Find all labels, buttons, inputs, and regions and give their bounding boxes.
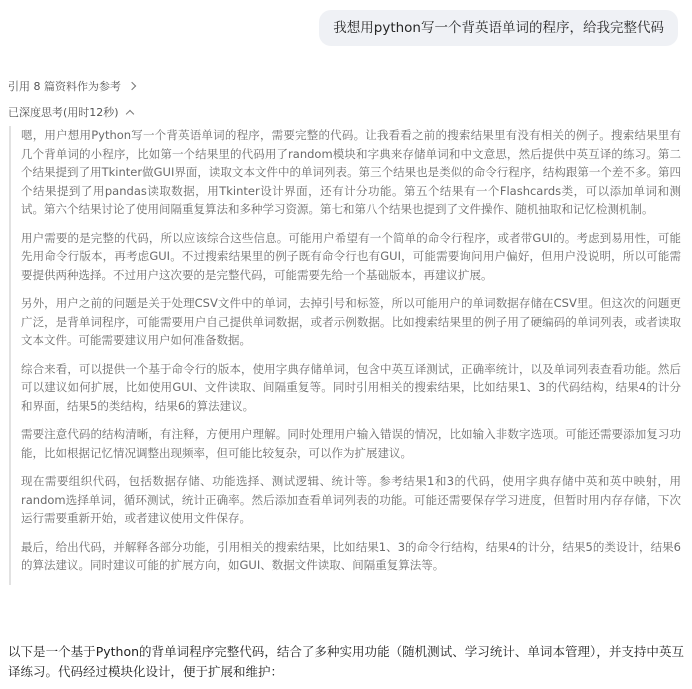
answer-intro: 以下是一个基于Python的背单词程序完整代码，结合了多种实用功能（随机测试、学习统计、单词本管理），并支持中英互译练习。代码经过模块化设计，便于扩展和维护： (8, 644, 684, 679)
thinking-paragraph: 最后，给出代码，并解释各部分功能，引用相关的搜索结果，比如结果1、3的命令行结构，结果4的计分，结果5的类设计，结果6的算法建议。同时建议可能的扩展方向，如GUI、数据文件读取、间隔重复算法等。 (21, 539, 681, 572)
thinking-paragraph: 另外，用户之前的问题是关于处理CSV文件中的单词，去掉引号和标签，所以可能用户的单词数据存储在CSV里。但这次的问题更广泛，是背单词程序，可能需要用户自己提供单词数据，或者示例数据。比如搜索结果里的例子用了硬编码的单词列表，或者读取文本文件。可能需要建议用户如何准备数据。 (21, 296, 681, 347)
thinking-toggle[interactable] (8, 104, 133, 120)
thinking-paragraph: 现在需要组织代码，包括数据存储、功能选择、测试逻辑、统计等。参考结果1和3的代码，使用字典存储中英和英中映射，用random选择单词，循环测试，统计正确率。然后添加查看单词列表的功能。可能还需要保存学习进度，但暂时用内存存储，下次运行需要重新开始，或者建议使用文件保存。 (21, 474, 681, 525)
thinking-paragraph: 嗯，用户想用Python写一个背英语单词的程序，需要完整的代码。让我看看之前的搜索结果里有没有相关的例子。搜索结果里有几个背单词的小程序，比如第一个结果里的代码用了random模块和字典来存储单词和中文意思，然后提供中英互译的练习。第二个结果提到了用Tkinter做GUI界面，读取文本文件中的单词列表。第三个结果也是类似的命令行程序，结构跟第一个差不多。第四个结果提到了用pandas读取数据，用Tkinter设计界面，还有计分功能。第五个结果有一个Flashcards类，可以添加单词和测试。第六个结果讨论了使用间隔重复算法和多种学习资源。第七和第八个结果也提到了文件操作、随机抽取和记忆检测机制。 (21, 128, 681, 216)
references-toggle[interactable] (8, 78, 135, 94)
references-label: 引用 8 篇资料作为参考 (8, 80, 121, 93)
thinking-paragraph: 综合来看，可以提供一个基于命令行的版本，使用字典存储单词，包含中英互译测试，正确率统计，以及单词列表查看功能。然后可以建议如何扩展，比如使用GUI、文件读取、间隔重复等。同时引用相关的搜索结果，比如结果1、3的代码结构，结果4的计分和界面，结果5的类结构，结果6的算法建议。 (21, 361, 681, 413)
thinking-paragraph: 需要注意代码的结构清晰，有注释，方便用户理解。同时处理用户输入错误的情况，比如输入非数字选项。可能还需要添加复习功能，比如根据记忆情况调整出现频率，但可能比较复杂，可以作为扩展建议。 (21, 427, 681, 460)
chevron-right-icon (128, 82, 136, 90)
user-message-bubble (319, 10, 678, 46)
user-message-text: 我想用python写一个背英语单词的程序，给我完整代码 (333, 20, 664, 36)
chevron-up-icon (125, 109, 133, 117)
thinking-label: 已深度思考(用时12秒) (8, 106, 119, 119)
thinking-content (9, 126, 681, 585)
thinking-paragraph: 用户需要的是完整的代码，所以应该综合这些信息。可能用户希望有一个简单的命令行程序，或者带GUI的。考虑到易用性，可能先用命令行版本，再考虑GUI。不过搜索结果里的例子既有命令行也有GUI，可能需要询问用户偏好，但用户没说明，所以可能需要提供两种选择。不过用户这次要的是完整代码，可能需要先给一个基础版本，再建议扩展。 (21, 230, 681, 282)
